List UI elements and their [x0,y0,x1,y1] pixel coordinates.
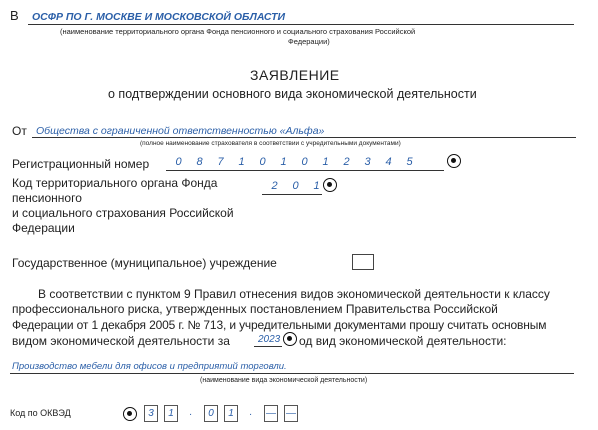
from-underline [32,137,576,138]
territorial-code-digit: 2 [271,180,278,192]
territorial-code-label-line3: и социального страхования Российской [12,206,234,220]
year-value[interactable]: 2023 [258,334,281,345]
okved-cell[interactable]: — [284,405,298,422]
registration-digit: 3 [364,156,371,168]
state-institution-checkbox[interactable] [352,254,374,270]
paragraph-line3: Федерации от 1 декабря 2005 г. № 713, и учредительными документами прошу считать основным [12,318,547,332]
okved-cell[interactable]: 0 [204,405,218,422]
activity-value[interactable]: Производство мебели для офисов и предприятий торговли. [12,361,287,372]
okved-cell[interactable]: — [264,405,278,422]
territorial-code-label-line4: Федерации [12,221,75,235]
registration-marker-icon [447,154,461,168]
registration-digit: 0 [301,156,308,168]
from-caption: (полное наименование страхователя в соответствии с учредительными документами) [140,140,401,147]
okved-separator: . [189,407,193,418]
registration-digit: 1 [322,156,329,168]
recipient-value[interactable]: ОСФР ПО Г. МОСКВЕ И МОСКОВСКОЙ ОБЛАСТИ [32,11,286,23]
registration-digit: 8 [196,156,203,168]
activity-caption: (наименование вида экономической деятельности) [200,377,368,384]
paragraph-line1: В соответствии с пунктом 9 Правил отнесения видов экономической деятельности к классу [38,287,550,301]
year-marker-icon [283,332,297,346]
okved-marker-icon [123,407,137,421]
registration-digit: 5 [406,156,413,168]
paragraph-line2: профессионального риска, утвержденных постановлением Правительства Российской [12,302,498,316]
territorial-code-digit: 1 [313,180,320,192]
okved-label: Код по ОКВЭД [10,408,71,418]
territorial-code-label-line1: Код территориального органа Фонда [12,176,218,190]
recipient-prefix: В [10,8,19,23]
registration-digit: 0 [175,156,182,168]
okved-cell[interactable]: 1 [224,405,238,422]
document-title: ЗАЯВЛЕНИЕ [250,67,340,83]
registration-digits[interactable] [168,156,420,168]
registration-digit: 2 [343,156,350,168]
territorial-code-digits[interactable] [264,180,327,192]
registration-digit: 0 [259,156,266,168]
registration-digit: 7 [217,156,224,168]
okved-separator: . [249,407,253,418]
okved-cell[interactable]: 1 [164,405,178,422]
registration-digit: 1 [238,156,245,168]
recipient-caption-line2: Федерации) [288,37,330,46]
territorial-code-digit: 0 [292,180,299,192]
okved-cell[interactable]: 3 [144,405,158,422]
paragraph-line4-end: од вид экономической деятельности: [299,334,507,348]
activity-underline [10,373,574,374]
territorial-code-underline [262,194,322,195]
recipient-caption: (наименование территориального органа Фонда пенсионного и социального страхования Российской [60,27,416,36]
from-label: От [12,124,27,138]
registration-digit: 1 [280,156,287,168]
registration-label: Регистрационный номер [12,157,150,171]
document-subtitle: о подтверждении основного вида экономической деятельности [108,87,477,101]
from-value[interactable]: Общества с ограниченной ответственностью «Альфа» [36,125,325,137]
paragraph-line4-start: видом экономической деятельности за [12,334,230,348]
state-institution-label: Государственное (муниципальное) учреждение [12,256,277,270]
territorial-code-label-line2: пенсионного [12,191,82,205]
recipient-underline [28,24,574,25]
registration-digit: 4 [385,156,392,168]
year-underline [254,346,282,347]
registration-underline [166,170,444,171]
territorial-code-marker-icon [323,178,337,192]
